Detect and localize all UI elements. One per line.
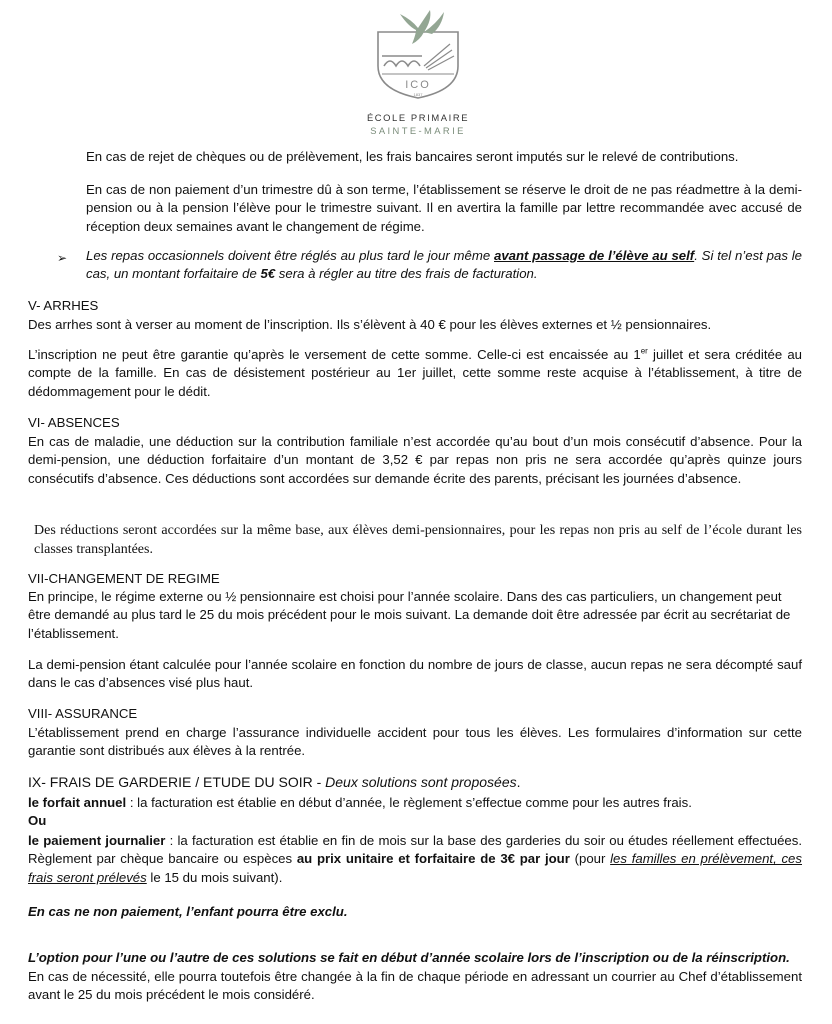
forfait-text: : la facturation est établie en début d’année, le règlement s’effectue comme pour les autres frais.: [126, 795, 692, 810]
journalier-text-c: (pour: [569, 851, 611, 867]
paragraph-arrhes-1: Des arrhes sont à verser au moment de l’inscription. Ils s’élèvent à 40 € pour les élèves externes et ½ pensionnaires.: [28, 317, 712, 332]
repas-text-b: avant passage de l’élève au self: [494, 248, 695, 263]
school-name-line1: ÉCOLE PRIMAIRE: [366, 112, 470, 123]
option-text: L’option pour l’une ou l’autre de ces solutions se fait en début d’année scolaire lors de l’inscription ou de la réinscription.: [28, 950, 790, 965]
section-title-changement: VII-CHANGEMENT DE REGIME: [28, 571, 220, 586]
section-title-absences: VI- ABSENCES: [28, 415, 120, 430]
arrhes-2-text-b: juillet et sera créditée au compte de la famille. En cas de désistement postérieur au 1er juillet, cette somme reste acquise à l’établissement, à titre de dédommagement pour le dédit.: [28, 347, 802, 399]
section-title-garderie: [28, 773, 802, 791]
school-name-line2: SAINTE-MARIE: [370, 125, 466, 136]
journalier-text-e: le 15 du mois suivant).: [146, 869, 283, 885]
ou-text: Ou: [28, 813, 47, 828]
garderie-title: IX- FRAIS DE GARDERIE / ETUDE DU SOIR: [28, 774, 313, 790]
paragraph-assurance: L’établissement prend en charge l’assurance individuelle accident pour tous les élèves. Les formulaires d’information sur cette garantie sont distribués aux élèves à la rentrée.: [28, 725, 802, 759]
repas-amount: 5€: [260, 266, 276, 282]
paragraph-option: [28, 949, 802, 967]
repas-text-e: sera à régler au titre des frais de facturation.: [275, 266, 538, 282]
repas-text-a: Les repas occasionnels doivent être réglés au plus tard le jour même: [86, 248, 494, 263]
paragraph-exclu: [28, 903, 802, 921]
paragraph-non-paiement: En cas de non paiement d’un trimestre dû à son terme, l’établissement se réserve le droit de ne pas réadmettre à la demi-pension ou à la pension l’élève pour le trimestre suivant. Il en avertira la famille par lettre recommandée avec accusé de réception deux semaines avant le changement de régime.: [86, 182, 802, 234]
repas-text-c: . Si tel n’est pas le cas, un montant forfaitaire de: [86, 248, 802, 282]
exclu-text: En cas ne non paiement, l’enfant pourra être exclu.: [28, 904, 348, 919]
paragraph-rejet: En cas de rejet de chèques ou de prélèvement, les frais bancaires seront imputés sur le relevé de contributions.: [86, 149, 739, 164]
journalier-text-a: : la facturation est établie en fin de mois sur la base des garderies du soir ou études réellement effectuées. Règlement par chèque bancaire ou espèces: [28, 833, 803, 867]
logo-year: 1837: [413, 92, 423, 97]
arrow-bullet-icon: ➢: [57, 251, 68, 265]
journalier-text-d: les familles en prélèvement, ces frais seront prélevés: [28, 851, 802, 885]
paragraph-arrhes-2: [28, 346, 802, 401]
paragraph-absences-1: En cas de maladie, une déduction sur la contribution familiale n’est accordée qu’au bout d’un mois consécutif d’absence. Pour la demi-pension, une déduction forfaitaire d’un montant de 3,52 € par repas non pris ne sera accordée qu’après quinze jours consécutifs d’absence. Ces déductions sont accordées sur demande écrite des parents, précisant les journées d’absence.: [28, 434, 802, 486]
arrhes-2-text-a: L’inscription ne peut être garantie qu’après le versement de cette somme. Celle-ci est encaissée au 1: [28, 347, 641, 362]
label-ou: [28, 812, 802, 830]
journalier-text-b: au prix unitaire et forfaitaire de 3€ par jour: [296, 851, 570, 867]
school-logo: [372, 4, 464, 100]
paragraph-changement-1: En principe, le régime externe ou ½ pensionnaire est choisi pour l’année scolaire. Dans des cas particuliers, un changement peut être demandé au plus tard le 25 du mois précédent pour le mois suivant. La demande doit être adressée par écrit au secrétariat de l’établissement.: [28, 589, 791, 641]
journalier-label: le paiement journalier: [28, 833, 166, 848]
section-title-assurance: VIII- ASSURANCE: [28, 706, 138, 721]
paragraph-changement-2: La demi-pension étant calculée pour l’année scolaire en fonction du nombre de jours de classe, aucun repas ne sera décompté sauf dans le cas d’absences visé plus haut.: [28, 657, 802, 691]
paragraph-forfait-annuel: [28, 794, 802, 812]
arrhes-2-sup: er: [640, 346, 648, 356]
paragraph-paiement-journalier: [28, 832, 802, 887]
paragraph-changement-option: En cas de nécessité, elle pourra toutefois être changée à la fin de chaque période en adressant un courrier au Chef d’établissement avant le 25 du mois précédent le mois considéré.: [28, 969, 802, 1003]
garderie-subtitle: Deux solutions sont proposées: [325, 774, 517, 790]
section-title-arrhes: V- ARRHES: [28, 298, 99, 313]
paragraph-repas-occasionnels: [86, 247, 802, 284]
school-crest-icon: [372, 4, 464, 100]
logo-initials: ICO: [405, 79, 431, 91]
paragraph-absences-2: Des réductions seront accordées sur la même base, aux élèves demi-pensionnaires, pour les repas non pris au self de l’école durant les classes transplantées.: [34, 523, 802, 557]
garderie-subtitle-end: .: [516, 774, 521, 790]
forfait-label: le forfait annuel: [28, 795, 127, 810]
garderie-title-sep: -: [312, 774, 326, 790]
